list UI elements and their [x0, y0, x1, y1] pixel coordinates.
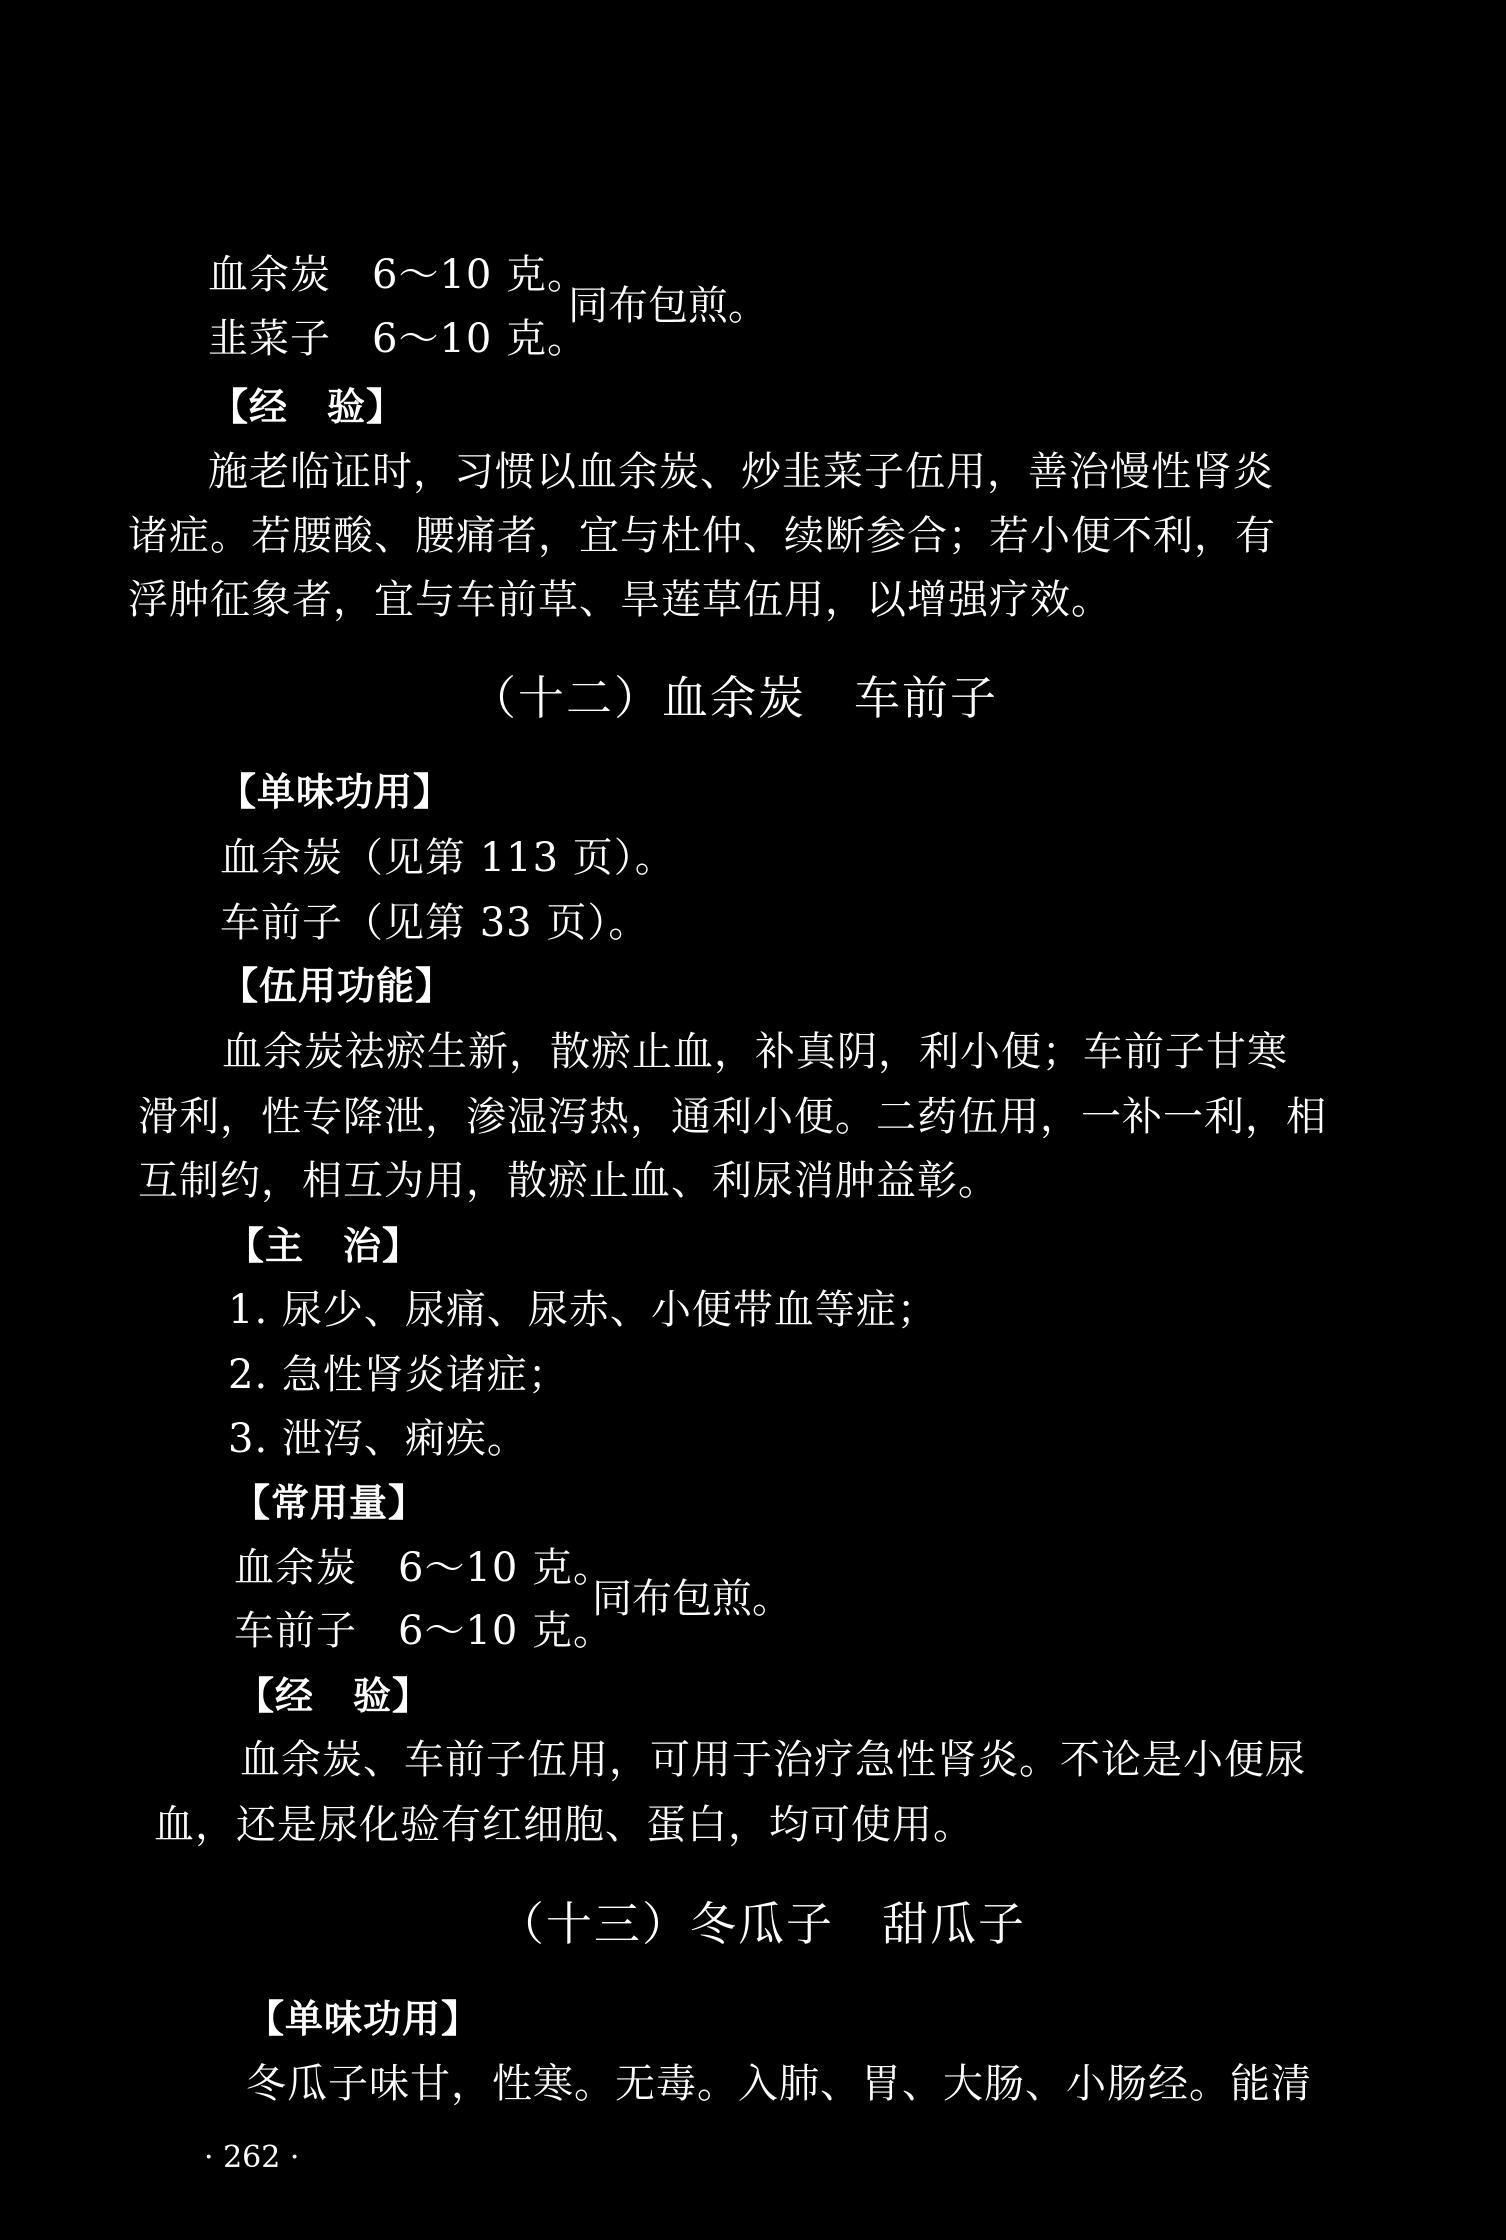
- decoction-note: 同布包煎。: [568, 283, 768, 329]
- decoction-note: 同布包煎。: [592, 1576, 792, 1622]
- dose-line-xueyutan: 血余炭 6～10 克。: [208, 252, 589, 298]
- reference-line: 血余炭（见第 113 页）。: [220, 835, 676, 881]
- paragraph-line: 血，还是尿化验有红细胞、蛋白，均可使用。: [154, 1802, 974, 1848]
- dose-line-jiucaizi: 韭菜子 6～10 克。: [208, 316, 589, 362]
- paragraph-line: 浮肿征象者，宜与车前草、旱莲草伍用，以增强疗效。: [128, 577, 1112, 623]
- paragraph-line: 血余炭祛瘀生新，散瘀止血，补真阴，利小便；车前子甘寒: [222, 1029, 1288, 1075]
- section-title: （十三）冬瓜子 甜瓜子: [498, 1897, 1026, 1951]
- section-title: （十二）血余炭 车前子: [470, 671, 998, 725]
- paragraph-line: 滑利，性专降泄，渗湿泻热，通利小便。二药伍用，一补一利，相: [138, 1094, 1327, 1140]
- dosage-heading: 【常用量】: [232, 1481, 428, 1525]
- dose-line-cheqianzi: 车前子 6～10 克。: [234, 1608, 615, 1654]
- indication-item: 2. 急性肾炎诸症；: [228, 1352, 569, 1398]
- paragraph-line: 施老临证时，习惯以血余炭、炒韭菜子伍用，善治慢性肾炎: [208, 449, 1274, 495]
- combined-function-heading: 【伍用功能】: [220, 964, 455, 1008]
- paragraph-line: 冬瓜子味甘，性寒。无毒。入肺、胃、大肠、小肠经。能清: [246, 2061, 1312, 2107]
- paragraph-line: 诸症。若腰酸、腰痛者，宜与杜仲、续断参合；若小便不利，有: [128, 513, 1276, 559]
- indication-item: 1. 尿少、尿痛、尿赤、小便带血等症；: [228, 1287, 938, 1333]
- reference-line: 车前子（见第 33 页）。: [220, 900, 650, 946]
- experience-heading: 【经 验】: [210, 385, 406, 429]
- page-number: · 262 ·: [204, 2140, 300, 2175]
- paragraph-line: 互制约，相互为用，散瘀止血、利尿消肿益彰。: [138, 1158, 999, 1204]
- dose-line-xueyutan: 血余炭 6～10 克。: [234, 1545, 615, 1591]
- indication-item: 3. 泄泻、痢疾。: [228, 1416, 528, 1462]
- paragraph-line: 血余炭、车前子伍用，可用于治疗急性肾炎。不论是小便尿: [240, 1737, 1306, 1783]
- experience-heading: 【经 验】: [236, 1674, 432, 1718]
- single-function-heading: 【单味功用】: [218, 770, 453, 814]
- single-function-heading: 【单味功用】: [246, 1997, 481, 2041]
- indication-heading: 【主 治】: [226, 1224, 422, 1268]
